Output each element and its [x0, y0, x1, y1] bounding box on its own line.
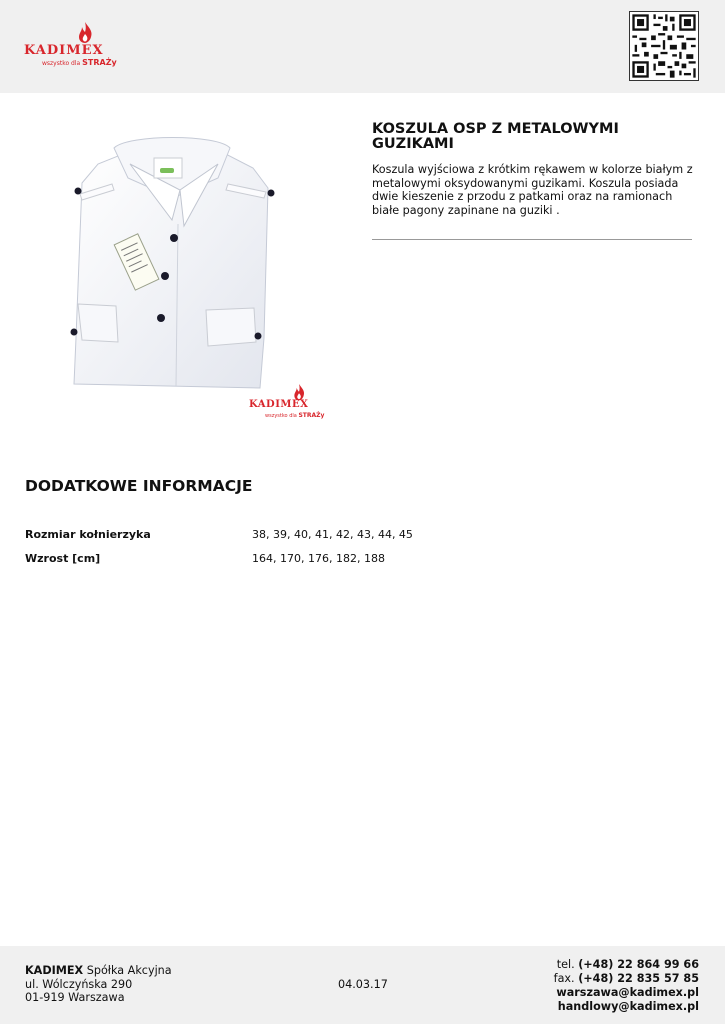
kadimex-logo: [24, 22, 146, 72]
tagline-strong: STRAŻy: [82, 58, 117, 67]
attribute-row: [25, 528, 705, 544]
company-name: KADIMEX: [25, 964, 84, 977]
divider: [372, 239, 692, 240]
company-address: [25, 964, 172, 1005]
attribute-label: Rozmiar kołnierzyka: [25, 528, 151, 541]
logo-tagline: [42, 58, 117, 67]
qr-code-icon: [630, 12, 698, 80]
flame-icon: [76, 22, 94, 44]
document-date: 04.03.17: [338, 978, 388, 991]
attribute-value: 164, 170, 176, 182, 188: [252, 552, 385, 565]
product-description: Koszula wyjściowa z krótkim rękawem w kolorze białym z metalowymi oksydowanymi guzikami. Koszula posiada dwie kieszenie z przodu z patkami oraz na ramionach białe pagony zapinane na guziki .: [372, 163, 693, 217]
tagline-strong: STRAŻy: [298, 412, 325, 419]
attribute-label: Wzrost [cm]: [25, 552, 101, 565]
address-street: ul. Wólczyńska 290: [25, 977, 133, 991]
qr-code: [629, 11, 699, 81]
shirt-photo: [68, 128, 278, 392]
fax-number: (+48) 22 835 57 85: [578, 972, 699, 985]
product-title: KOSZULA OSP Z METALOWYMI GUZIKAMI: [372, 121, 619, 152]
tel-label: tel.: [556, 958, 575, 971]
attribute-value: 38, 39, 40, 41, 42, 43, 44, 45: [252, 528, 413, 541]
tagline-prefix: wszystko dla: [42, 60, 81, 67]
attribute-row: [25, 552, 705, 568]
fax-label: fax.: [553, 972, 575, 985]
kadimex-logo-small: [249, 384, 349, 424]
contact-info: [554, 958, 699, 1014]
page-footer: [0, 946, 725, 1024]
product-image: [68, 128, 278, 392]
logo-tagline: [265, 412, 324, 419]
fax-line: [554, 972, 699, 986]
company-line: [25, 964, 172, 978]
address-city: 01-919 Warszawa: [25, 991, 125, 1005]
tagline-prefix: wszystko dla: [265, 413, 297, 419]
email-warszawa: [554, 986, 699, 1000]
phone-number: (+48) 22 864 99 66: [578, 958, 699, 971]
email-warszawa-text: warszawa@kadimex.pl: [556, 986, 699, 999]
phone-line: [554, 958, 699, 972]
page-header: [0, 0, 725, 93]
email-handlowy: [554, 1000, 699, 1014]
email-handlowy-text: handlowy@kadimex.pl: [557, 1000, 699, 1013]
company-suffix: Spółka Akcyjna: [83, 964, 172, 977]
logo-wordmark: KADIMEX: [24, 43, 104, 58]
logo-wordmark: KADIMEX: [249, 399, 309, 410]
section-title: DODATKOWE INFORMACJE: [25, 477, 253, 495]
